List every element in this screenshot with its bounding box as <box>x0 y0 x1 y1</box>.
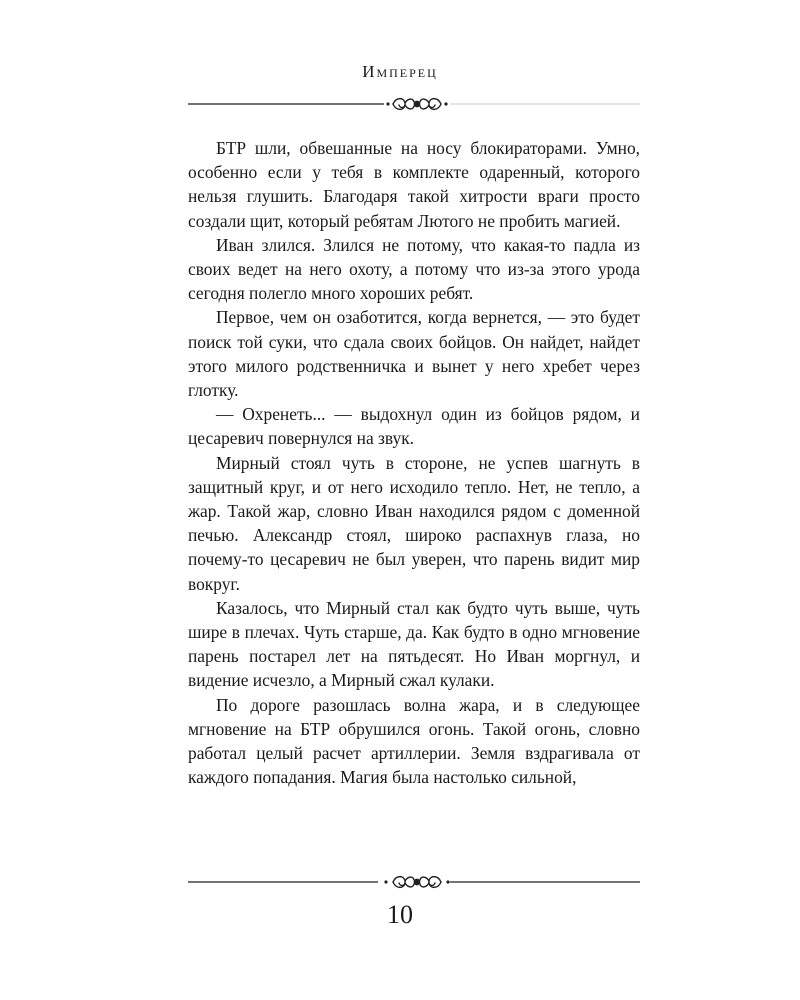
header-ornament-divider <box>188 94 640 114</box>
paragraph: По дороге разошлась волна жара, и в следующее мгновение на БТР обрушился огонь. Такой огонь, словно работал целый расчет артиллерии. Земля вздрагивала от каждого попадания. Магия была настолько сильной, <box>188 694 640 788</box>
paragraph: Иван злился. Злился не потому, что какая-то падла из своих ведет на него охоту, а потому что из-за этого урода сегодня полегло много хороших ребят. <box>188 234 640 304</box>
paragraph: БТР шли, обвешанные на носу блокираторами. Умно, особенно если у тебя в комплекте одаренный, которого нельзя глушить. Благодаря такой хитрости враги просто создали щит, который ребятам Лютого не пробить магией. <box>188 138 640 231</box>
running-title: Имперец <box>362 62 438 81</box>
paragraph: Мирный стоял чуть в стороне, не успев шагнуть в защитный круг, и от него исходило тепло. Нет, не тепло, а жар. Такой жар, словно Иван находился рядом с доменной печью. Александр стоял, широко распахнув глаза, но почему-то цесаревич не был уверен, что парень видит мир вокруг. <box>188 452 640 594</box>
paragraph: — Охренеть... — выдохнул один из бойцов рядом, и цесаревич повернулся на звук. <box>188 404 640 449</box>
footer-ornament-divider <box>188 872 640 892</box>
body-text <box>188 136 640 789</box>
page-number: 10 <box>387 900 413 929</box>
paragraph: Первое, чем он озаботится, когда вернется, — это будет поиск той суки, что сдала своих бойцов. Он найдет, найдет этого милого родственничка и вынет у него хребет через глотку. <box>188 307 640 401</box>
paragraph: Казалось, что Мирный стал как будто чуть выше, чуть шире в плечах. Чуть старше, да. Как будто в одно мгновение парень постарел лет на пятьдесят. Но Иван моргнул, и видение исчезло, а Мирный сжал кулаки. <box>188 597 640 691</box>
